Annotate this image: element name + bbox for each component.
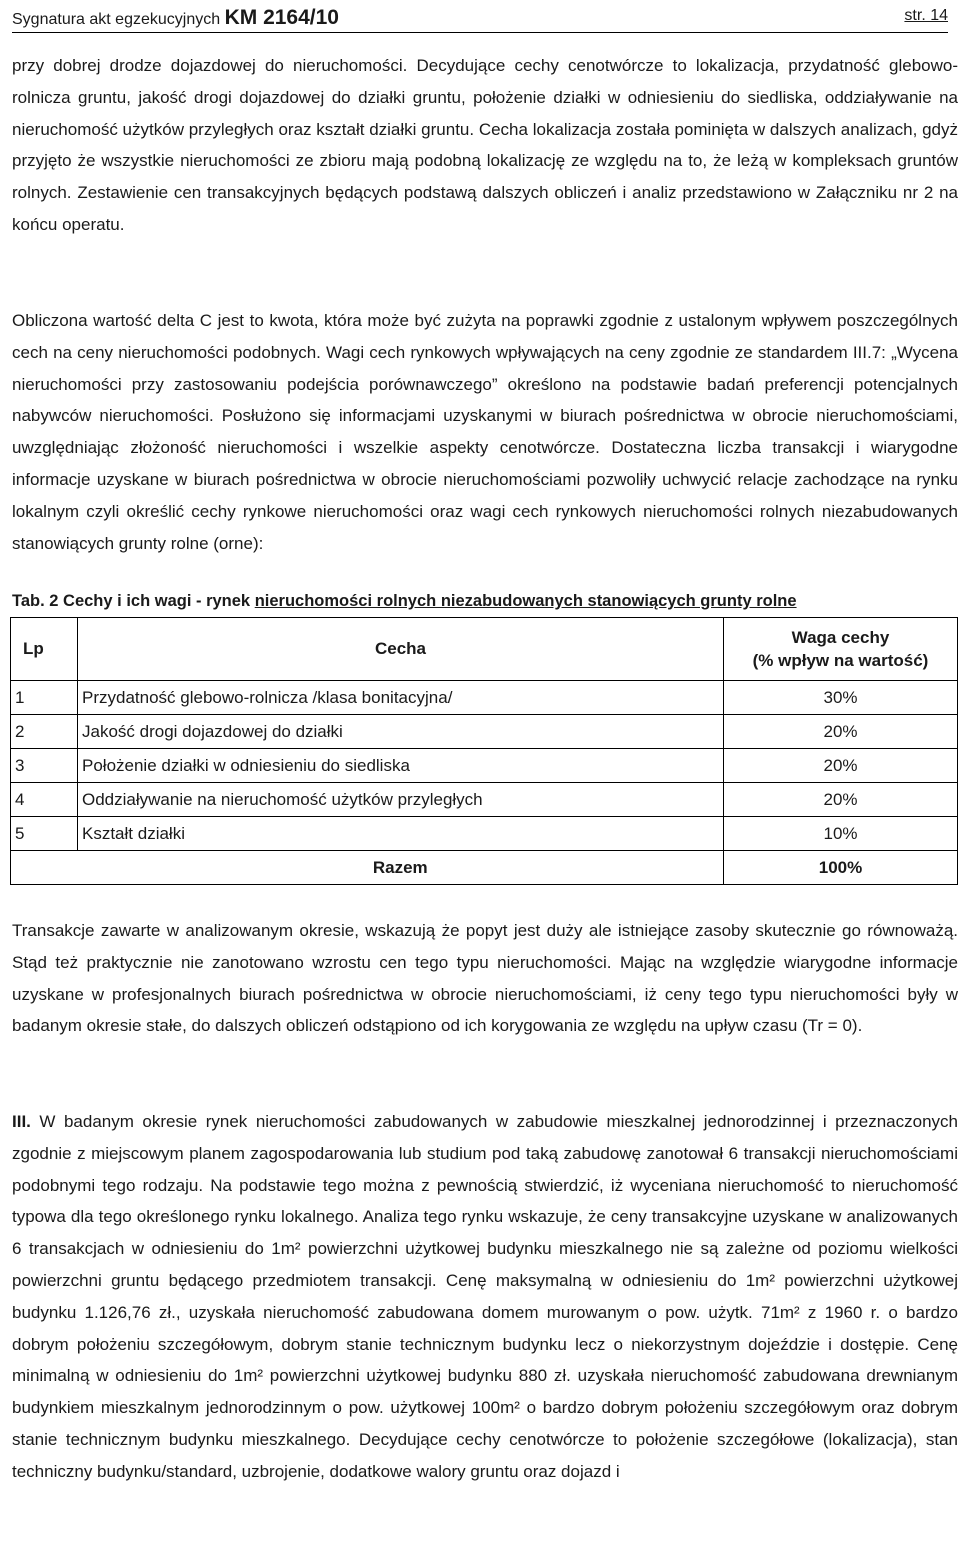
header-weight-line1: Waga cechy xyxy=(791,628,890,647)
table-row xyxy=(11,749,958,783)
row-weight: 30% xyxy=(724,681,958,715)
total-blank-cell xyxy=(11,851,78,885)
row-lp: 5 xyxy=(11,817,78,851)
row-feature: Przydatność glebowo-rolnicza /klasa bonitacyjna/ xyxy=(78,681,724,715)
table-row xyxy=(11,715,958,749)
row-feature: Kształt działki xyxy=(78,817,724,851)
header-lp: Lp xyxy=(11,618,78,681)
row-weight: 20% xyxy=(724,783,958,817)
row-lp: 1 xyxy=(11,681,78,715)
page-header xyxy=(12,0,948,33)
header-weight-line2: (% wpływ na wartość) xyxy=(752,651,929,670)
section-number: III. xyxy=(12,1112,31,1131)
row-weight: 20% xyxy=(724,749,958,783)
row-feature: Położenie działki w odniesieniu do siedliska xyxy=(78,749,724,783)
paragraph-1: przy dobrej drodze dojazdowej do nieruchomości. Decydujące cechy cenotwórcze to lokalizacja, przydatność glebowo-rolnicza gruntu, jakość drogi dojazdowej do działki gruntu, położenie działki w odniesieniu do siedliska, oddziaływanie na nieruchomość użytków przyległych oraz kształt działki gruntu. Cecha lokalizacja została pominięta w dalszych analizach, gdyż przyjęto że wszystkie nieruchomości ze zbioru mają podobną lokalizację ze względu na to, że leżą w kompleksach gruntów rolnych. Zestawienie cen transakcyjnych będących podstawą dalszych obliczeń i analiz przedstawiono w Załączniku nr 2 na końcu operatu. xyxy=(12,56,958,234)
paragraph-3: Transakcje zawarte w analizowanym okresie, wskazują że popyt jest duży ale istniejące zasoby skutecznie go równoważą. Stąd też praktycznie nie zanotowano wzrostu cen tego typu nieruchomości. Mając na względzie wiarygodne informacje uzyskane w profesjonalnych biurach pośrednictwa w obrocie nieruchomościami, iż ceny tego typu nieruchomości były w badanym okresie stałe, do dalszych obliczeń odstąpiono od ich korygowania ze względu na upływ czasu (Tr = 0). xyxy=(12,921,958,1036)
total-label: Razem xyxy=(78,851,724,885)
table-row xyxy=(11,681,958,715)
paragraph-4-text: W badanym okresie rynek nieruchomości zabudowanych w zabudowie mieszkalnej jednorodzinnej i przeznaczonych zgodnie z miejscowym planem zagospodarowania lub studium pod taką zabudowę zanotował 6 transakcji nieruchomościami podobnymi tego rodzaju. Na podstawie tego można z pewnością stwierdzić, iż wyceniana nieruchomość to nieruchomość typowa dla tego określonego rynku lokalnego. Analiza tego rynku wskazuje, że ceny transakcyjne uzyskane w analizowanych 6 transakcjach w odniesieniu do 1m² powierzchni użytkowej budynku mieszkalnego nie są zależne od poziomu wielkości powierzchni gruntu będącego przedmiotem transakcji. Cenę maksymalną w odniesieniu do 1m² powierzchni użytkowej budynku 1.126,76 zł., uzyskała nieruchomość zabudowana domem murowanym o pow. użytk. 71m² z 1960 r. o bardzo dobrym położeniu szczegółowym, dobrym stanie technicznym budynku lecz o niekorzystnym dojeździe i dostępie. Cenę minimalną w odniesieniu do 1m² powierzchni użytkowej budynku 880 zł. uzyskała nieruchomość zabudowana drewnianym budynkiem mieszkalnym jednorodzinnym o pow. użytkowej 100m² o bardzo dobrym położeniu szczegółowym oraz dobrym stanie technicznym budynku mieszkalnego. Decydujące cechy cenotwórcze to położenie szczegółowe (lokalizacja), stan techniczny budynku/standard, uzbrojenie, dodatkowe walory gruntu oraz dojazd i xyxy=(12,1112,958,1481)
paragraph-4 xyxy=(12,1106,958,1488)
row-lp: 3 xyxy=(11,749,78,783)
row-weight: 10% xyxy=(724,817,958,851)
document-reference xyxy=(12,6,339,30)
total-value: 100% xyxy=(724,851,958,885)
header-feature: Cecha xyxy=(78,618,724,681)
caption-underlined: nieruchomości rolnych niezabudowanych stanowiących grunty rolne xyxy=(254,592,797,610)
row-lp: 4 xyxy=(11,783,78,817)
row-feature: Jakość drogi dojazdowej do działki xyxy=(78,715,724,749)
table-header-row xyxy=(11,618,958,681)
row-lp: 2 xyxy=(11,715,78,749)
paragraph-2: Obliczona wartość delta C jest to kwota, która może być zużyta na poprawki zgodnie z ustalonym wpływem poszczególnych cech na ceny nieruchomości podobnych. Wagi cech rynkowych wpływających na ceny zgodnie ze standardem III.7: „Wycena nieruchomości przy zastosowaniu podejścia porównawczego” określono na podstawie badań preferencji potencjalnych nabywców nieruchomości. Posłużono się informacjami uzyskanymi w biurach pośrednictwa w obrocie nieruchomościami, uwzględniając złożoność nieruchomości i wszelkie aspekty cenotwórcze. Dostateczna liczba transakcji i wiarygodne informacje uzyskane w biurach pośrednictwa w obrocie nieruchomościami pozwoliły uchwycić relacje zachodzące na rynku lokalnym czyli określić cechy rynkowe nieruchomości oraz wagi cech rynkowych nieruchomości rolnych niezabudowanych stanowiących grunty rolne (orne): xyxy=(12,311,958,553)
table-caption xyxy=(12,592,958,611)
row-weight: 20% xyxy=(724,715,958,749)
feature-weights-table xyxy=(10,617,958,885)
doc-number: KM 2164/10 xyxy=(224,6,339,29)
doc-prefix: Sygnatura akt egzekucyjnych xyxy=(12,11,221,28)
table-row xyxy=(11,783,958,817)
table-row xyxy=(11,817,958,851)
header-weight xyxy=(724,618,958,681)
page-number: str. 14 xyxy=(904,7,948,24)
caption-prefix: Tab. 2 Cechy i ich wagi - rynek xyxy=(12,592,255,610)
table-total-row xyxy=(11,851,958,885)
row-feature: Oddziaływanie na nieruchomość użytków przyległych xyxy=(78,783,724,817)
